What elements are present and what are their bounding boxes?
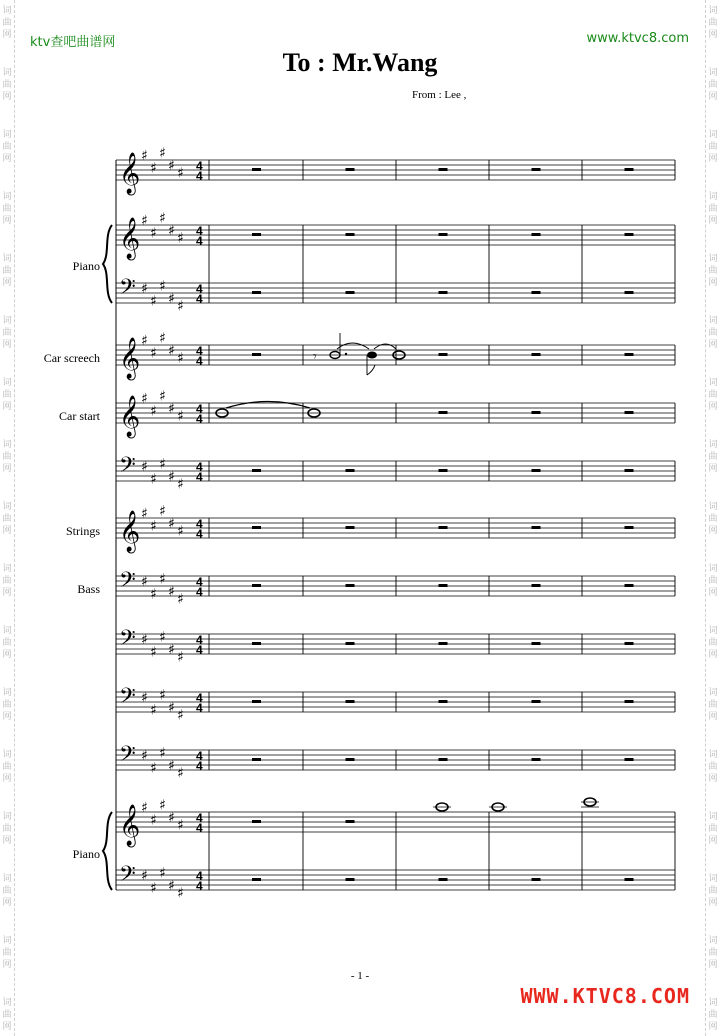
watermark-glyph: 词 [2,440,12,450]
whole-rest-icon [625,584,634,587]
whole-rest-icon [625,291,634,294]
sharp-icon: ♯ [168,810,175,826]
whole-rest-icon [439,642,448,645]
watermark-glyph: 网 [708,898,718,908]
sharp-icon: ♯ [159,456,166,473]
whole-rest-icon [346,469,355,472]
sharp-icon: ♯ [159,210,166,227]
watermark-glyph: 曲 [708,638,718,648]
whole-rest-icon [439,700,448,703]
watermark-glyph: 网 [2,92,12,102]
whole-rest-icon [625,469,634,472]
sharp-icon: ♯ [168,700,175,716]
watermark-glyph: 网 [2,588,12,598]
staff-piano-lh [116,275,675,315]
staff-car-start [116,389,675,439]
sharp-icon: ♯ [177,476,184,493]
watermark-glyph: 词 [708,688,718,698]
watermark-glyph: 网 [708,92,718,102]
whole-rest-icon [439,526,448,529]
piano-brace-icon [103,225,112,303]
watermark-glyph: 曲 [708,18,718,28]
sharp-icon: ♯ [168,758,175,774]
whole-rest-icon [252,878,261,881]
treble-clef-icon: 𝄞 [119,218,141,259]
watermark-glyph: 网 [2,464,12,474]
sharp-icon: ♯ [150,812,157,829]
whole-rest-icon [532,526,541,529]
whole-rest-icon [625,642,634,645]
time-signature-top: 4 [196,633,203,647]
whole-rest-icon [439,168,448,171]
watermark-glyph: 网 [708,650,718,660]
instrument-label-piano: Piano [72,259,100,273]
sharp-icon: ♯ [177,707,184,724]
sharp-icon: ♯ [177,408,184,425]
staff-1 [116,146,675,196]
bass-clef-icon: 𝄢 [119,626,136,656]
eighth-rest-icon: 𝄾 [313,349,317,365]
sharp-icon: ♯ [150,586,157,603]
time-signature-top: 4 [196,691,203,705]
whole-rest-icon [439,291,448,294]
bass-clef-icon: 𝄢 [119,275,136,305]
sharp-icon: ♯ [177,885,184,902]
watermark-glyph: 词 [2,812,12,822]
watermark-glyph: 曲 [708,328,718,338]
sharp-icon: ♯ [150,518,157,535]
watermark-glyph: 网 [2,402,12,412]
watermark-glyph: 曲 [2,328,12,338]
bass-clef-icon: 𝄢 [119,742,136,772]
watermark-glyph: 网 [708,1022,718,1032]
sharp-icon: ♯ [168,516,175,532]
instrument-label-bass: Bass [77,582,100,596]
staff-piano2-lh [116,862,675,902]
time-signature-bottom: 4 [196,821,203,835]
sharp-icon: ♯ [141,459,148,475]
sharp-icon: ♯ [159,571,166,588]
watermark-glyph: 词 [2,316,12,326]
sharp-icon: ♯ [168,343,175,359]
whole-rest-icon [439,411,448,414]
watermark-glyph: 网 [2,960,12,970]
instrument-label-strings: Strings [65,524,100,538]
whole-rest-icon [625,700,634,703]
time-signature-bottom: 4 [196,701,203,715]
treble-clef-icon: 𝄞 [119,511,141,552]
watermark-glyph: 曲 [2,886,12,896]
staff-piano2-rh [116,798,675,848]
time-signature-top: 4 [196,402,203,416]
staff-bass [116,568,675,608]
watermark-glyph: 词 [2,130,12,140]
treble-clef-icon: 𝄞 [119,153,141,194]
whole-rest-icon [252,820,261,823]
sharp-icon: ♯ [141,800,148,816]
watermark-glyph: 网 [708,30,718,40]
watermark-glyph: 网 [708,278,718,288]
watermark-glyph: 网 [708,588,718,598]
watermark-glyph: 曲 [2,80,12,90]
sharp-icon: ♯ [168,401,175,417]
watermark-glyph: 网 [2,30,12,40]
whole-rest-icon [439,584,448,587]
whole-rest-icon [346,526,355,529]
watermark-glyph: 曲 [2,824,12,834]
whole-rest-icon [625,233,634,236]
sharp-icon: ♯ [141,690,148,706]
time-signature-bottom: 4 [196,169,203,183]
sharp-icon: ♯ [159,330,166,347]
whole-rest-icon [532,469,541,472]
sharp-icon: ♯ [177,817,184,834]
sharp-icon: ♯ [177,591,184,608]
watermark-glyph: 网 [708,526,718,536]
sharp-icon: ♯ [159,745,166,762]
sharp-icon: ♯ [177,230,184,247]
watermark-glyph: 词 [2,936,12,946]
instrument-label-piano-2: Piano [72,847,100,861]
whole-rest-icon [625,411,634,414]
sharp-icon: ♯ [141,333,148,349]
sharp-icon: ♯ [141,574,148,590]
whole-rest-icon [252,168,261,171]
sharp-icon: ♯ [168,223,175,239]
sharp-icon: ♯ [177,165,184,182]
time-signature-top: 4 [196,460,203,474]
watermark-glyph: 曲 [708,390,718,400]
bass-clef-icon: 𝄢 [119,453,136,483]
watermark-glyph: 网 [708,402,718,412]
sharp-icon: ♯ [177,523,184,540]
watermark-glyph: 网 [2,898,12,908]
watermark-glyph: 曲 [2,452,12,462]
bass-clef-icon: 𝄢 [119,684,136,714]
watermark-glyph: 曲 [708,824,718,834]
watermark-glyph: 网 [708,712,718,722]
watermark-glyph: 词 [708,874,718,884]
watermark-glyph: 词 [708,6,718,16]
watermark-glyph: 词 [708,564,718,574]
watermark-glyph: 词 [708,378,718,388]
watermark-glyph: 词 [708,812,718,822]
watermark-glyph: 曲 [2,576,12,586]
watermark-glyph: 词 [2,378,12,388]
sharp-icon: ♯ [141,632,148,648]
sharp-icon: ♯ [177,765,184,782]
whole-rest-icon [625,526,634,529]
sharp-icon: ♯ [177,298,184,315]
staff-10 [116,684,675,724]
time-signature-top: 4 [196,811,203,825]
sharp-icon: ♯ [168,584,175,600]
whole-rest-icon [252,353,261,356]
watermark-glyph: 网 [2,216,12,226]
sharp-icon: ♯ [141,213,148,229]
composer-credit: From : Lee , [412,89,467,101]
watermark-glyph: 词 [708,750,718,760]
watermark-glyph: 网 [2,1022,12,1032]
watermark-glyph: 曲 [2,18,12,28]
watermark-glyph: 曲 [708,80,718,90]
watermark-glyph: 曲 [708,886,718,896]
whole-rest-icon [252,642,261,645]
watermark-glyph: 词 [708,192,718,202]
watermark-glyph: 词 [2,68,12,78]
sharp-icon: ♯ [150,471,157,488]
watermark-glyph: 网 [2,712,12,722]
sharp-icon: ♯ [141,281,148,297]
watermark-glyph: 词 [2,874,12,884]
whole-rest-icon [532,584,541,587]
time-signature-bottom: 4 [196,527,203,541]
sharp-icon: ♯ [159,629,166,646]
whole-rest-icon [252,526,261,529]
time-signature-top: 4 [196,575,203,589]
watermark-glyph: 词 [2,998,12,1008]
sharp-icon: ♯ [150,760,157,777]
watermark-glyph: 网 [2,278,12,288]
sharp-icon: ♯ [177,350,184,367]
dot-icon [345,353,347,355]
slur [337,343,369,349]
watermark-glyph: 曲 [2,762,12,772]
score-title: To : Mr.Wang [282,48,438,77]
whole-rest-icon [532,353,541,356]
time-signature-top: 4 [196,224,203,238]
staff-11 [116,742,675,782]
watermark-glyph: 网 [2,774,12,784]
whole-rest-icon [346,233,355,236]
sharp-icon: ♯ [150,644,157,661]
sharp-icon: ♯ [150,345,157,362]
site-name-header[interactable]: ktv查吧曲谱网 [30,35,116,50]
sharp-icon: ♯ [150,160,157,177]
sharp-icon: ♯ [141,391,148,407]
watermark-glyph: 网 [708,774,718,784]
sharp-icon: ♯ [150,702,157,719]
whole-rest-icon [532,700,541,703]
bass-clef-icon: 𝄢 [119,568,136,598]
watermark-glyph: 网 [708,340,718,350]
whole-rest-icon [252,584,261,587]
time-signature-top: 4 [196,517,203,531]
sharp-icon: ♯ [168,291,175,307]
time-signature-bottom: 4 [196,470,203,484]
time-signature-bottom: 4 [196,759,203,773]
watermark-glyph: 曲 [708,204,718,214]
whole-rest-icon [252,700,261,703]
instrument-label-car-screech: Car screech [43,351,100,365]
watermark-glyph: 网 [2,650,12,660]
sharp-icon: ♯ [168,878,175,894]
whole-rest-icon [346,700,355,703]
watermark-glyph: 曲 [708,266,718,276]
sharp-icon: ♯ [150,293,157,310]
time-signature-bottom: 4 [196,412,203,426]
whole-rest-icon [532,878,541,881]
sharp-icon: ♯ [141,868,148,884]
sharp-icon: ♯ [177,649,184,666]
watermark-glyph: 曲 [2,204,12,214]
sharp-icon: ♯ [150,880,157,897]
staff-9 [116,626,675,666]
whole-rest-icon [532,168,541,171]
watermark-glyph: 网 [708,154,718,164]
sharp-icon: ♯ [159,797,166,814]
treble-clef-icon: 𝄞 [119,396,141,437]
sharp-icon: ♯ [159,388,166,405]
time-signature-top: 4 [196,344,203,358]
sharp-icon: ♯ [141,148,148,164]
watermark-glyph: 网 [2,836,12,846]
tie [226,402,310,409]
footer-logo[interactable]: WWW.KTVC8.COM [520,984,690,1008]
staff-car-screech [116,331,675,381]
watermark-glyph: 曲 [2,514,12,524]
sharp-icon: ♯ [168,469,175,485]
watermark-glyph: 网 [2,340,12,350]
sharp-icon: ♯ [141,506,148,522]
staff-6 [116,453,675,493]
time-signature-bottom: 4 [196,879,203,893]
whole-rest-icon [532,758,541,761]
treble-clef-icon: 𝄞 [119,338,141,379]
whole-rest-icon [346,642,355,645]
watermark-glyph: 曲 [708,700,718,710]
staff-strings [116,504,675,554]
whole-rest-icon [439,878,448,881]
whole-rest-icon [346,584,355,587]
time-signature-top: 4 [196,159,203,173]
watermark-glyph: 词 [2,626,12,636]
whole-rest-icon [346,168,355,171]
whole-rest-icon [346,820,355,823]
watermark-glyph: 词 [708,626,718,636]
watermark-glyph: 曲 [708,514,718,524]
watermark-glyph: 曲 [708,1010,718,1020]
watermark-glyph: 词 [2,502,12,512]
whole-rest-icon [346,878,355,881]
watermark-glyph: 网 [708,464,718,474]
whole-rest-icon [252,233,261,236]
treble-clef-icon: 𝄞 [119,805,141,846]
watermark-glyph: 词 [708,254,718,264]
watermark-glyph: 曲 [2,700,12,710]
time-signature-top: 4 [196,749,203,763]
watermark-glyph: 词 [708,130,718,140]
watermark-glyph: 词 [2,564,12,574]
whole-rest-icon [439,469,448,472]
whole-rest-icon [532,411,541,414]
watermark-glyph: 曲 [708,576,718,586]
time-signature-bottom: 4 [196,585,203,599]
watermark-glyph: 词 [708,440,718,450]
watermark-glyph: 曲 [708,142,718,152]
bass-clef-icon: 𝄢 [119,862,136,892]
watermark-glyph: 曲 [708,762,718,772]
watermark-glyph: 网 [2,154,12,164]
sharp-icon: ♯ [159,278,166,295]
watermark-glyph: 曲 [708,948,718,958]
whole-rest-icon [625,353,634,356]
sharp-icon: ♯ [159,503,166,520]
watermark-glyph: 词 [708,502,718,512]
whole-rest-icon [252,758,261,761]
whole-rest-icon [532,233,541,236]
watermark-glyph: 词 [708,316,718,326]
site-url-header[interactable]: www.ktvc8.com [586,31,689,46]
sharp-icon: ♯ [168,158,175,174]
whole-rest-icon [252,291,261,294]
whole-rest-icon [532,642,541,645]
watermark-glyph: 曲 [2,948,12,958]
watermark-glyph: 曲 [2,638,12,648]
staff-piano-rh [116,211,675,261]
watermark-glyph: 曲 [708,452,718,462]
instrument-label-car-start: Car start [59,409,100,423]
whole-rest-icon [532,291,541,294]
time-signature-bottom: 4 [196,643,203,657]
time-signature-top: 4 [196,282,203,296]
watermark-glyph: 曲 [2,266,12,276]
watermark-glyph: 词 [708,936,718,946]
watermark-glyph: 网 [2,526,12,536]
whole-rest-icon [439,758,448,761]
watermark-glyph: 曲 [2,390,12,400]
watermark-glyph: 网 [708,836,718,846]
watermark-glyph: 词 [708,68,718,78]
whole-rest-icon [439,233,448,236]
watermark-glyph: 网 [708,216,718,226]
note-flag [367,365,375,375]
watermark-glyph: 词 [2,688,12,698]
time-signature-bottom: 4 [196,292,203,306]
eighth-note-head [367,352,377,359]
piano-brace-icon [103,812,112,890]
sharp-icon: ♯ [159,145,166,162]
whole-rest-icon [625,758,634,761]
time-signature-bottom: 4 [196,354,203,368]
page-number: - 1 - [350,970,370,982]
sharp-icon: ♯ [150,225,157,242]
sharp-icon: ♯ [168,642,175,658]
sharp-icon: ♯ [159,865,166,882]
watermark-glyph: 词 [2,6,12,16]
whole-rest-icon [625,878,634,881]
whole-rest-icon [346,291,355,294]
time-signature-bottom: 4 [196,234,203,248]
sharp-icon: ♯ [159,687,166,704]
watermark-glyph: 曲 [2,142,12,152]
whole-rest-icon [625,168,634,171]
whole-rest-icon [252,469,261,472]
watermark-glyph: 网 [708,960,718,970]
sharp-icon: ♯ [150,403,157,420]
sharp-icon: ♯ [141,748,148,764]
watermark-glyph: 词 [708,998,718,1008]
watermark-glyph: 词 [2,254,12,264]
watermark-glyph: 词 [2,192,12,202]
time-signature-top: 4 [196,869,203,883]
whole-rest-icon [439,353,448,356]
watermark-glyph: 词 [2,750,12,760]
whole-rest-icon [346,758,355,761]
watermark-glyph: 曲 [2,1010,12,1020]
